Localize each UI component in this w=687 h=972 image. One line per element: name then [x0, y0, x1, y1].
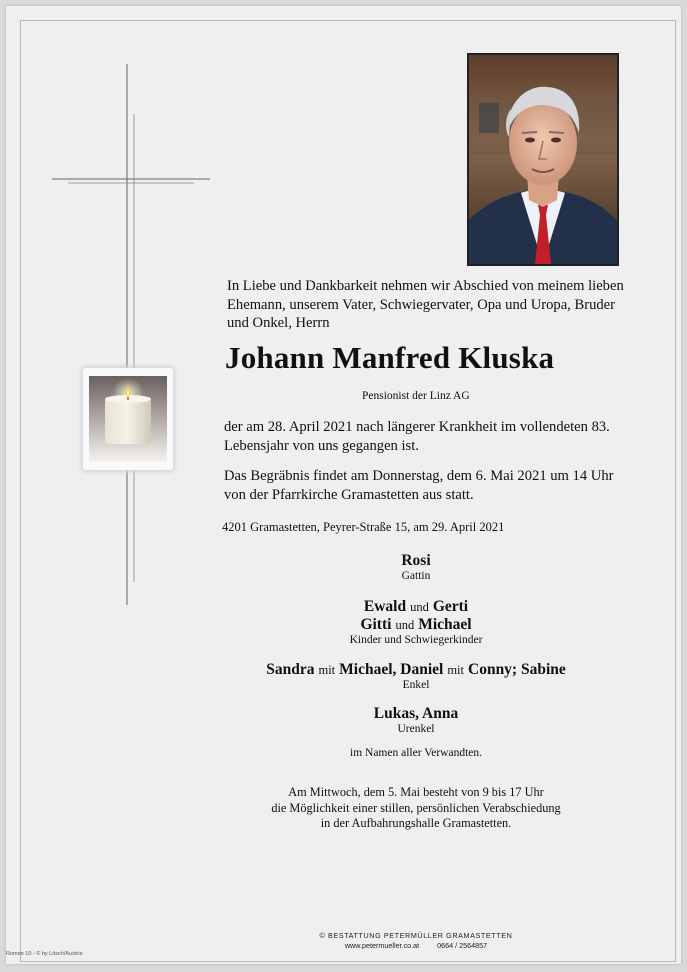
funeral-home-footer	[286, 931, 546, 951]
obituary-sheet	[6, 6, 681, 964]
cross-icon	[50, 62, 212, 607]
visitation-line: Am Mittwoch, dem 5. Mai besteht von 9 bis 17 Uhr	[288, 785, 544, 799]
and-word: und	[410, 600, 429, 614]
relatives-line: im Namen aller Verwandten.	[350, 747, 482, 759]
child-name: Gitti	[360, 616, 392, 633]
wife-name: Rosi	[401, 552, 431, 569]
and-word: und	[395, 618, 415, 632]
grandchildren-line	[206, 661, 626, 679]
template-note: Roman 10 - © by Lösch/Austria	[6, 951, 83, 957]
grandchild-name: Sandra	[266, 661, 315, 678]
children-line-2	[206, 616, 626, 634]
wife-role: Gattin	[401, 570, 431, 582]
child-partner-name: Gerti	[432, 598, 469, 615]
funeral-home-phone: 0664 / 2564857	[437, 941, 488, 950]
funeral-notice: Das Begräbnis findet am Donnerstag, dem 6. Mai 2021 um 14 Uhr von der Pfarrkirche Gramastetten aus statt.	[224, 468, 614, 503]
funeral-home-name: © BESTATTUNG PETERMÜLLER GRAMASTETTEN	[319, 931, 513, 940]
intro-text: In Liebe und Dankbarkeit nehmen wir Abschied von meinem lieben Ehemann, unserem Vater, Schwiegervater, Opa und Uropa, Bruder und Onkel, Herrn	[227, 278, 624, 331]
portrait-photo	[467, 53, 619, 266]
mourner-great-grandchildren	[206, 705, 626, 735]
grandchild-names: Michael, Daniel	[339, 661, 444, 678]
with-word: mit	[447, 663, 464, 677]
visitation-line: in der Aufbahrungshalle Gramastetten.	[320, 816, 512, 830]
children-role: Kinder und Schwiegerkinder	[349, 634, 483, 646]
child-name: Ewald	[363, 598, 407, 615]
visitation-line: die Möglichkeit einer stillen, persönlichen Verabschiedung	[271, 800, 561, 815]
death-notice: der am 28. April 2021 nach längerer Krankheit im vollendeten 83. Lebensjahr von uns gegangen ist.	[224, 419, 610, 454]
mourner-children	[206, 598, 626, 646]
child-partner-name: Michael	[418, 616, 472, 633]
deceased-name: Johann Manfred Kluska	[225, 340, 555, 375]
candle-image	[83, 368, 173, 470]
great-grandchildren-names: Lukas, Anna	[373, 705, 459, 722]
with-word: mit	[318, 663, 336, 677]
occupation: Pensionist der Linz AG	[362, 390, 470, 402]
great-grandchildren-role: Urenkel	[397, 723, 435, 735]
grandchild-names: Conny; Sabine	[468, 661, 566, 678]
mourner-wife	[206, 552, 626, 582]
children-line-1	[206, 598, 626, 616]
grandchildren-role: Enkel	[402, 679, 430, 691]
place-date: 4201 Gramastetten, Peyrer-Straße 15, am 29. April 2021	[222, 520, 505, 534]
candle-icon	[83, 368, 173, 470]
funeral-home-website: www.petermueller.co.at	[344, 941, 420, 950]
funeral-home-contact	[286, 941, 546, 951]
mourner-grandchildren	[206, 661, 626, 691]
visitation-notice	[206, 785, 626, 832]
